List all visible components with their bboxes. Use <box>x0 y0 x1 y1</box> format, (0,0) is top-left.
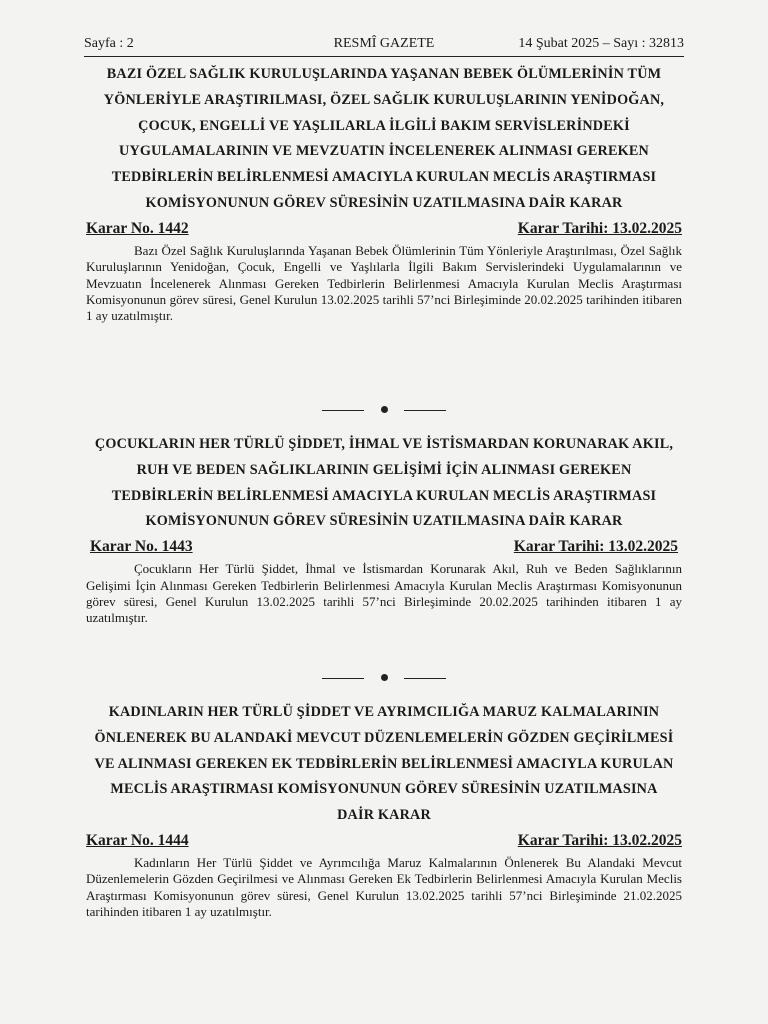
separator-dot-icon <box>381 406 388 413</box>
decision-number: Karar No. 1443 <box>90 538 193 556</box>
decision-body: Kadınların Her Türlü Şiddet ve Ayrımcılığa Maruz Kalmalarının Önlenerek Bu Alandaki Mevcut Düzenlemelerin Gözden Geçirilmesi ve Alınması Gereken Ek Tedbirlerin Belirlenmesi Amacıyla Kurulan Meclis Araştırması Komisyonunun görev süresi, Genel Kurulun 13.02.2025 tarihli 57’nci Birleşiminde 21.02.2025 tarihinden itibaren 1 ay uzatılmıştır. <box>86 854 682 920</box>
decision-title: KADINLARIN HER TÜRLÜ ŞİDDET VE AYRIMCILIĞA MARUZ KALMALARININ ÖNLENEREK BU ALANDAKİ MEVCUT DÜZENLEMELERİN GÖZDEN GEÇİRİLMESİ VE ALINMASI GEREKEN EK TEDBİRLERİN BELİRLENMESİ AMACIYLA KURULAN MECLİS ARAŞTIRMASI KOMİSYONUNUN GÖREV SÜRESİNİN UZATILMASINA DAİR KARAR <box>94 704 674 824</box>
decision-body: Bazı Özel Sağlık Kuruluşlarında Yaşanan Bebek Ölümlerinin Tüm Yönleriyle Araştırılması, Özel Sağlık Kuruluşlarının Yenidoğan, Çocuk, Engelli ve Yaşlılarla İlgili Bakım Servislerindeki Uygulamalarının ve Mevzuatın İncelenerek Alınması Gereken Tedbirlerin Belirlenmesi Amacıyla Kurulan Meclis Araştırması Komisyonunun görev süresi, Genel Kurulun 13.02.2025 tarihli 57’nci Birleşiminde 20.02.2025 tarihinden itibaren 1 ay uzatılmıştır. <box>86 242 682 324</box>
decision-number: Karar No. 1442 <box>86 219 189 237</box>
decision-1442 <box>84 62 684 325</box>
section-separator <box>0 671 768 685</box>
section-separator <box>0 403 768 417</box>
gazette-name: RESMÎ GAZETE <box>333 36 435 51</box>
separator-dot-icon <box>381 674 388 681</box>
decision-1443 <box>84 432 684 627</box>
decision-number: Karar No. 1444 <box>86 831 189 849</box>
decision-date: Karar Tarihi: 13.02.2025 <box>517 831 682 849</box>
decision-title: ÇOCUKLARIN HER TÜRLÜ ŞİDDET, İHMAL VE İSTİSMARDAN KORUNARAK AKIL, RUH VE BEDEN SAĞLIKLARININ GELİŞİMİ İÇİN ALINMASI GEREKEN TEDBİRLERİN BELİRLENMESİ AMACIYLA KURULAN MECLİS ARAŞTIRMASI KOMİSYONUNUN GÖREV SÜRESİNİN UZATILMASINA DAİR KARAR <box>94 436 674 530</box>
decision-meta <box>84 538 684 560</box>
decision-title: BAZI ÖZEL SAĞLIK KURULUŞLARINDA YAŞANAN BEBEK ÖLÜMLERİNİN TÜM YÖNLERİYLE ARAŞTIRILMASI, ÖZEL SAĞLIK KURULUŞLARININ YENİDOĞAN, ÇOCUK, ENGELLİ VE YAŞLILARLA İLGİLİ BAKIM SERVİSLERİNDEKİ UYGULAMALARININ VE MEVZUATIN İNCELENEREK ALINMASI GEREKEN TEDBİRLERİN BELİRLENMESİ AMACIYLA KURULAN MECLİS ARAŞTIRMASI KOMİSYONUNUN GÖREV SÜRESİNİN UZATILMASINA DAİR KARAR <box>103 66 665 211</box>
decision-meta <box>84 832 684 854</box>
decision-date: Karar Tarihi: 13.02.2025 <box>517 219 682 237</box>
issue-info: 14 Şubat 2025 – Sayı : 32813 <box>518 36 684 51</box>
page-header <box>84 34 684 57</box>
decision-1444 <box>84 700 684 921</box>
page-number: Sayfa : 2 <box>84 36 134 51</box>
decision-body: Çocukların Her Türlü Şiddet, İhmal ve İstismardan Korunarak Akıl, Ruh ve Beden Sağlıklarının Gelişimi İçin Alınması Gereken Tedbirlerin Belirlenmesi Amacıyla Kurulan Meclis Araştırması Komisyonunun görev süresi, Genel Kurulun 13.02.2025 tarihli 57’nci Birleşiminde 20.02.2025 tarihinden itibaren 1 ay uzatılmıştır. <box>86 561 682 626</box>
decision-date: Karar Tarihi: 13.02.2025 <box>513 538 678 556</box>
decision-meta <box>84 220 684 242</box>
